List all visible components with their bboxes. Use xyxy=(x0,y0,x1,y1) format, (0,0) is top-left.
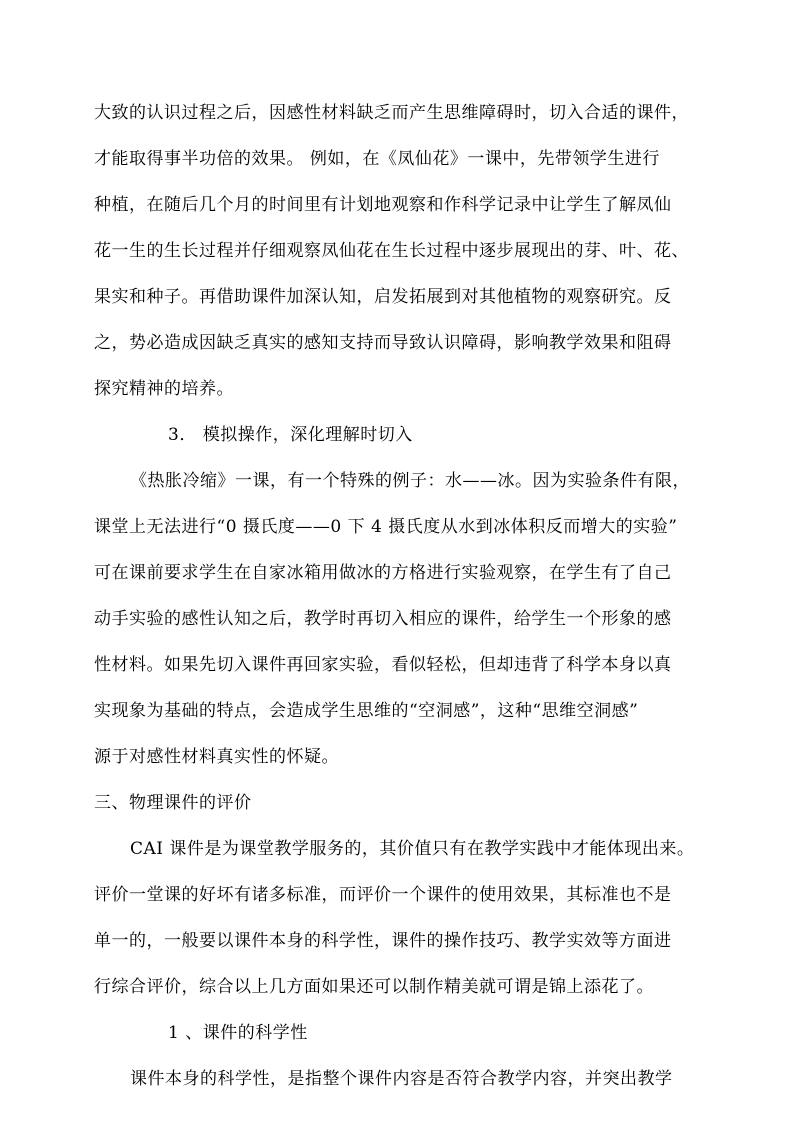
body-text-line: 大致的认识过程之后，因感性材料缺乏而产生思维障碍时，切入合适的课件， xyxy=(94,103,689,123)
body-text-line: 花一生的生长过程并仔细观察凤仙花在生长过程中逐步展现出的芽、叶、花、 xyxy=(94,241,689,261)
body-text-line: 课件本身的科学性，是指整个课件内容是否符合教学内容，并突出教学 xyxy=(130,1069,673,1089)
body-text-line: 实现象为基础的特点，会造成学生思维的“空洞感”，这种“思维空洞感” xyxy=(94,701,639,721)
body-text-line: 性材料。如果先切入课件再回家实验，看似轻松，但却违背了科学本身以真 xyxy=(94,655,672,675)
subsection-heading: 1 、课件的科学性 xyxy=(168,1023,308,1043)
body-text-line: 《热胀冷缩》一课，有一个特殊的例子：水——冰。因为实验条件有限， xyxy=(130,471,690,491)
body-text-line: 之，势必造成因缺乏真实的感知支持而导致认识障碍，影响教学效果和阻碍 xyxy=(94,333,672,353)
section-heading: 三、物理课件的评价 xyxy=(94,793,252,813)
body-text-line: 果实和种子。再借助课件加深认知，启发拓展到对其他植物的观察研究。反 xyxy=(94,287,672,307)
body-text-line: 才能取得事半功倍的效果。 例如，在《凤仙花》一课中，先带领学生进行 xyxy=(94,149,660,169)
body-text-line: 单一的，一般要以课件本身的科学性，课件的操作技巧、教学实效等方面进 xyxy=(94,931,672,951)
body-text-line: 行综合评价，综合以上几方面如果还可以制作精美就可谓是锦上添花了。 xyxy=(94,977,654,997)
body-text-line: 探究精神的培养。 xyxy=(94,379,234,399)
subsection-heading: 3． 模拟操作，深化理解时切入 xyxy=(168,425,413,445)
body-text-line: 种植，在随后几个月的时间里有计划地观察和作科学记录中让学生了解凤仙 xyxy=(94,195,672,215)
body-text-line: 动手实验的感性认知之后，教学时再切入相应的课件，给学生一个形象的感 xyxy=(94,609,672,629)
body-text-line: 课堂上无法进行“0 摄氏度——0 下 4 摄氏度从水到冰体积反而增大的实验” xyxy=(94,517,678,537)
body-text-line: 可在课前要求学生在自家冰箱用做冰的方格进行实验观察，在学生有了自己 xyxy=(94,563,672,583)
body-text-line: 源于对感性材料真实性的怀疑。 xyxy=(94,747,339,767)
body-text-line: 评价一堂课的好坏有诸多标准，而评价一个课件的使用效果，其标准也不是 xyxy=(94,885,672,905)
body-text-line: CAI 课件是为课堂教学服务的，其价值只有在教学实践中才能体现出来。 xyxy=(130,839,695,859)
